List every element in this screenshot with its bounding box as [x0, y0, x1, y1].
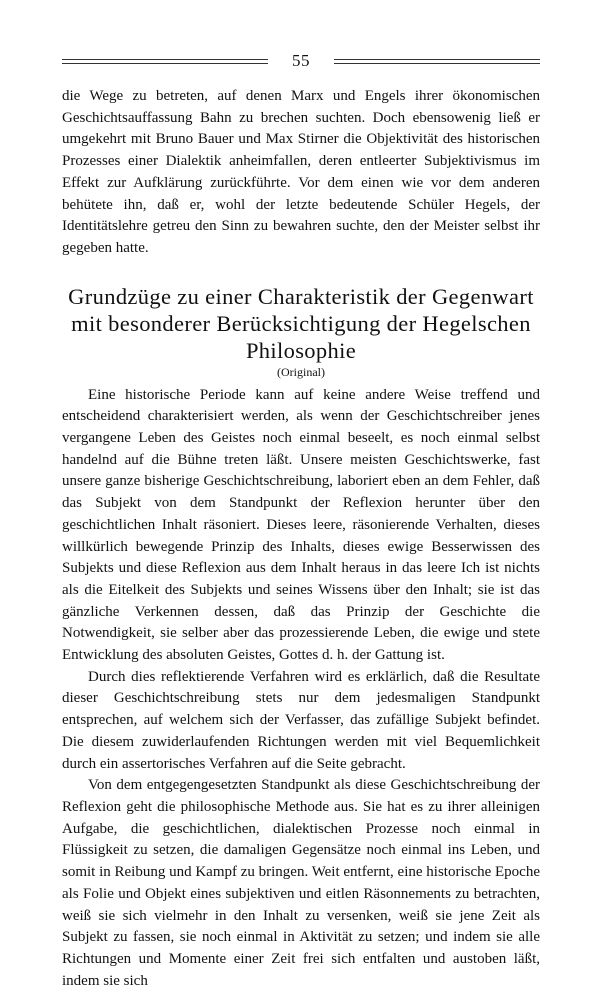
- section-title: Grundzüge zu einer Charakteristik der Gegenwart mit besonderer Berücksichtigung der Hegelschen Philosophie: [68, 283, 534, 363]
- intro-paragraph: die Wege zu betreten, auf denen Marx und Engels ihrer ökonomischen Geschichtsauffassung Bahn zu brechen suchten. Doch ebensowenig ließ er umgekehrt mit Bruno Bauer und Max Stirner die Objektivität des historischen Prozesses einer Dialektik anheimfallen, deren entleerter Subjektivismus im Effekt zur Aufklärung zurückführte. Vor dem einen wie vor dem anderen behütete ihn, daß er, wohl der letzte bedeutende Schüler Hegels, der Identitätslehre getreu den Sinn zu bewahren suchte, den der Meister selbst ihr gegeben hatte.: [62, 88, 540, 256]
- section-subtitle: (Original): [277, 364, 325, 379]
- body-paragraph-1: Eine historische Periode kann auf keine andere Weise treffend und entscheidend charakterisiert werden, als wenn der Geschichtschreiber jenes vergangene Leben des Geistes noch einmal beseelt, es noch einmal selbst handelnd auf die Bühne treten läßt. Unsere meisten Geschichtswerke, fast unsere ganze bisherige Geschichtschreibung, laboriert eben an dem Fehler, daß das Subjekt von dem Standpunkt der Reflexion herunter über den geschichtlichen Inhalt räsoniert. Dieses leere, räsonierende Verhalten, dieses willkürlich bewegende Prinzip des Inhalts, dieses ewige Besserwissen des Subjekts und diese Reflexion aus dem Inhalt heraus in das leere Ich ist nichts als die Eitelkeit des Subjekts und seines Wissens über den Inhalt; sie ist das gänzliche Verkennen dessen, daß das Prinzip der Geschichte die Notwendigkeit, sie selber aber das prozessierende Leben, die ewige und stete Entwicklung des absoluten Geistes, Gottes d. h. der Gattung ist.: [62, 386, 540, 664]
- page-body: [62, 86, 540, 992]
- page-number: 55: [292, 51, 310, 70]
- header-rule-right: [334, 59, 540, 67]
- body-paragraph-2: Durch dies reflektierende Verfahren wird es erklärlich, daß die Resultate dieser Geschichtschreibung stets nur dem jedesmaligen Standpunkt entsprechen, auf welchem sich der Verfasser, das zufällige Subjekt befindet. Die diesem zuwiderlaufenden Richtungen werden mit viel Bequemlichkeit durch ein assertorisches Verfahren auf die Seite gebracht.: [62, 668, 540, 772]
- page-header: [62, 50, 540, 74]
- body-paragraph-3: Von dem entgegengesetzten Standpunkt als diese Geschichtschreibung der Reflexion geht die philosophische Methode aus. Sie hat es zu ihrer alleinigen Aufgabe, die geschichtlichen, dialektischen Prozesse noch einmal in Flüssigkeit zu setzen, die damaligen Gegensätze noch einmal ins Leben, und somit in Reibung und Kampf zu bringen. Weit entfernt, eine historische Epoche als Folie und Objekt eines subjektiven und eitlen Räsonnements zu betrachten, weiß sie sich vielmehr in den Inhalt zu versenken, weiß sie jene Zeit als Subjekt zu fassen, sie noch einmal in Aktivität zu setzen; und indem sie alle Richtungen und Momente einer Zeit frei sich entfalten und austoben läßt, indem sie sich: [62, 777, 540, 989]
